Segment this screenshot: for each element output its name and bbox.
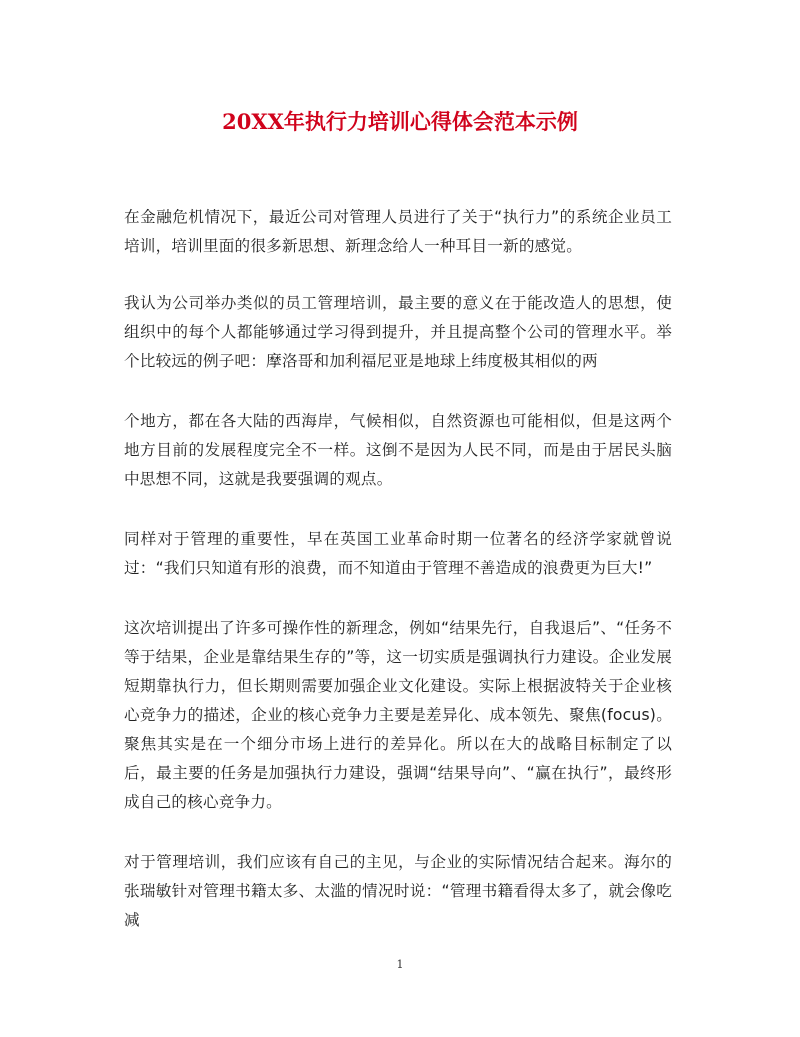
paragraph-5: 这次培训提出了许多可操作性的新理念，例如“结果先行，自我退后”、“任务不等于结果，企业是靠结果生存的”等，这一切实质是强调执行力建设。企业发展短期靠执行力，但长期则需要加强企业文化建设。实际上根据波特关于企业核心竞争力的描述，企业的核心竞争力主要是差异化、成本领先、聚焦(focus)。聚焦其实是在一个细分市场上进行的差异化。所以在大的战略目标制定了以后，最主要的任务是加强执行力建设，强调“结果导向”、“赢在执行”，最终形成自己的核心竞争力。 <box>124 619 672 811</box>
page-number: 1 <box>396 958 404 971</box>
paragraph-6: 对于管理培训，我们应该有自己的主见，与企业的实际情况结合起来。海尔的张瑞敏针对管理书籍太多、太滥的情况时说：“管理书籍看得太多了，就会像吃减 <box>124 853 672 929</box>
document-body <box>124 203 672 935</box>
paragraph-1: 在金融危机情况下，最近公司对管理人员进行了关于“执行力”的系统企业员工培训，培训里面的很多新思想、新理念给人一种耳目一新的感觉。 <box>124 208 672 255</box>
document-title: 20XX年执行力培训心得体会范本示例 <box>222 109 578 134</box>
paragraph-2: 我认为公司举办类似的员工管理培训，最主要的意义在于能改造人的思想，使组织中的每个人都能够通过学习得到提升，并且提高整个公司的管理水平。举个比较远的例子吧：摩洛哥和加利福尼亚是地球上纬度极其相似的两 <box>124 294 672 370</box>
paragraph-4: 同样对于管理的重要性，早在英国工业革命时期一位著名的经济学家就曾说过：“我们只知道有形的浪费，而不知道由于管理不善造成的浪费更为巨大!” <box>124 530 672 577</box>
paragraph-3: 个地方，都在各大陆的西海岸，气候相似，自然资源也可能相似，但是这两个地方目前的发展程度完全不一样。这倒不是因为人民不同，而是由于居民头脑中思想不同，这就是我要强调的观点。 <box>124 412 672 488</box>
